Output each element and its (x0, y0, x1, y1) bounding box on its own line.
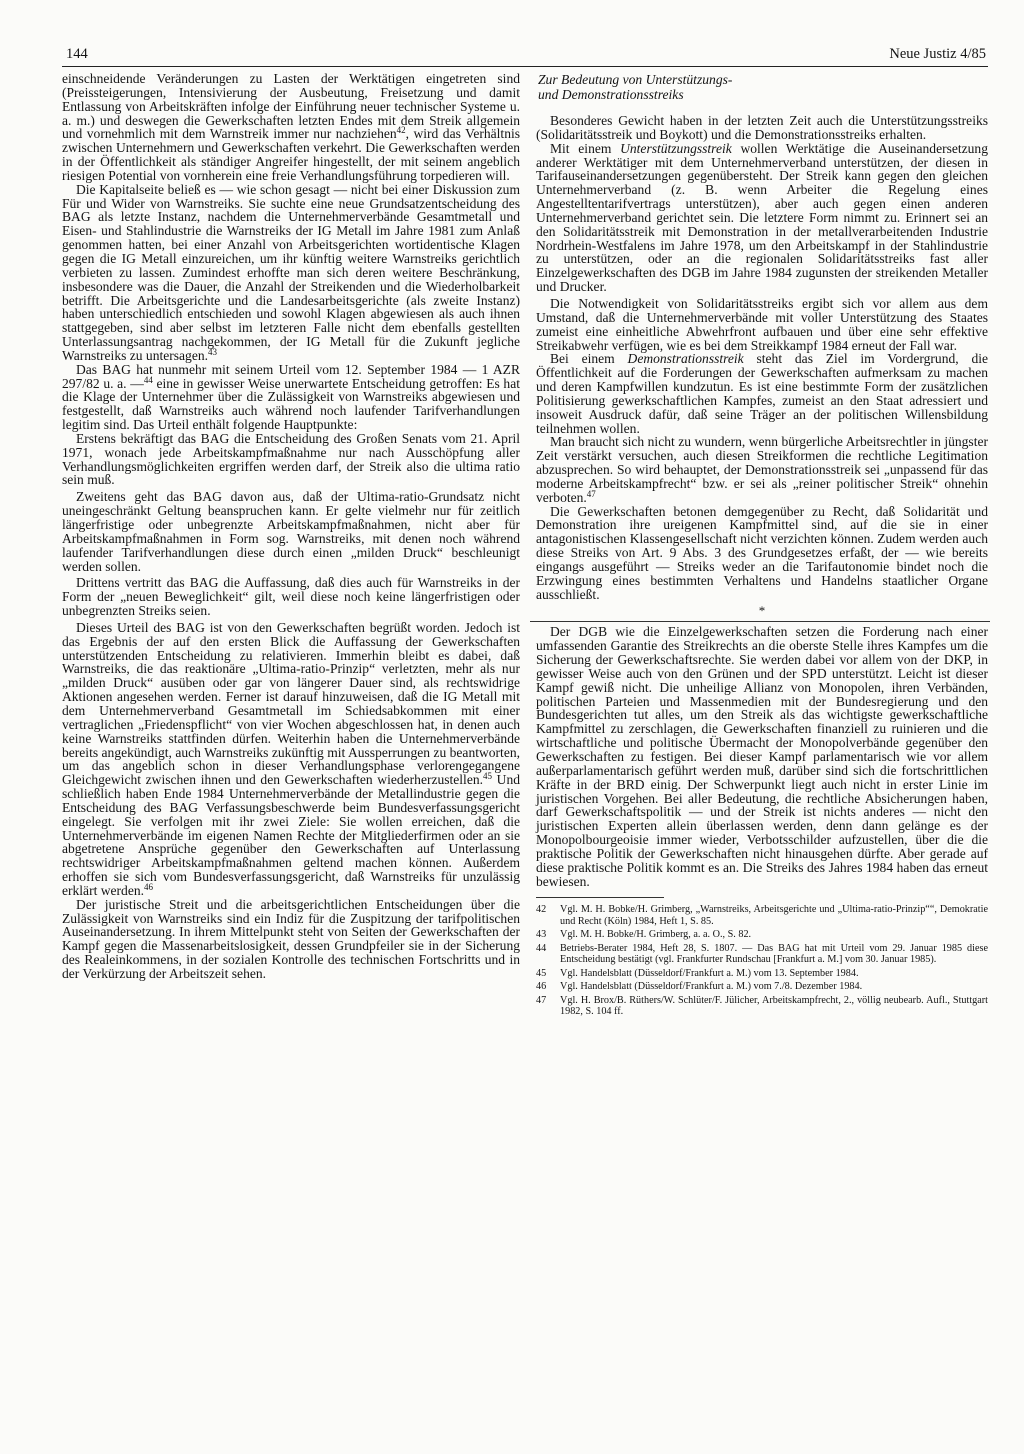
left-column (62, 72, 520, 981)
footnote-ref[interactable]: 45 (483, 771, 492, 782)
footnote: 43 Vgl. M. H. Bobke/H. Grimberg, a. a. O., S. 82. (536, 929, 752, 941)
section-heading: Zur Bedeutung von Unterstützungs- und Demonstrationsstreiks (538, 72, 733, 102)
footnote-ref[interactable]: 47 (586, 488, 596, 499)
paragraph: Bei einem Demonstrationsstreik steht das Ziel im Vordergrund, die Öffentlichkeit auf die Forderungen der Gewerkschaften aufmerksam zu machen und deren Kampfwillen kundzutun. Es ist eine bestimmte Form der zusätzlichen Politisierung gewerkschaftlichen Kampfes, zumeist an den Staat adressiert und insoweit Ausdruck dafür, daß seine Träger an der politischen Willensbildung teilnehmen wollen. (536, 351, 988, 436)
footnote: 47 Vgl. H. Brox/B. Rüthers/W. Schlüter/F. Jülicher, Arbeitskampfrecht, 2., völlig neubearb. Aufl., Stuttgart 1982, S. 104 ff. (536, 994, 988, 1018)
paragraph: Man braucht sich nicht zu wundern, wenn bürgerliche Arbeitsrechtler in jüngster Zeit verstärkt versuchen, auch diesen Streikformen die rechtliche Legitimation abzusprechen. So wird behauptet, der Demonstrationsstreik sei „unpassend für das moderne Arbeitskampfrecht“ bzw. er sei als „reiner politischer Streik“ ohnehin verboten.$^{47}$ (536, 434, 988, 505)
footnote-ref[interactable]: 44 (143, 374, 153, 385)
footnote-ref[interactable]: 46 (144, 881, 153, 892)
paragraph: Dieses Urteil des BAG ist von den Gewerkschaften begrüßt worden. Jedoch ist das Ergebnis der auf den ersten Blick die Auffassung der Gewerkschaften unterstützenden Entscheidung zu relativieren. Immerhin bleibt es dabei, daß Warnstreiks, die das reaktionäre „Ultima-ratio-Prinzip“ verletzten, mehr als nur „milden Druck“ ausüben oder gar von längerer Dauer sind, als rechtswidrige Aktionen angesehen werden. Ferner ist darauf hinzuweisen, daß die IG Metall mit dem Unternehmerverband Gesamtmetall im Schiedsabkommen mit einer vertraglichen „Friedenspflicht“ von vier Wochen abgeschlossen hat, in denen auch keine Warnstreiks stattfinden dürfen. Weiterhin haben die Unternehmerverbände bereits angekündigt, auch Warnstreiks zukünftig mit Aussperrungen zu beantworten, um das angeblich schon in dieser Verhandlungsphase verlorengegangene Gleichgewicht zwischen ihnen und den Gewerkschaften wiederherzustellen.$^{45}$ Und schließlich haben Ende 1984 Unternehmerverbände der Metallindustrie gegen die Entscheidung des BAG Verfassungsbeschwerde beim Bundesverfassungsgericht eingelegt. Sie verfolgen mit ihr zwei Ziele: Sie wollen erreichen, daß die Unternehmerverbände im eigenen Namen Rechte der Mitgliederfirmen oder an sie abgetretene Ansprüche gegenüber den Gewerkschaften auf Unterlassung rechtswidriger Arbeitskampfmaßnahmen geltend machen können. Außerdem erhoffen sie sich vom Bundesverfassungsgericht, daß Warnstreiks für unzulässig erklärt werden.$^{46}$ (62, 619, 520, 898)
paragraph: Zweitens geht das BAG davon aus, daß der Ultima-ratio-Grundsatz nicht uneingeschränkt Geltung beanspruchen kann. Er gelte vielmehr nur für zeitlich längerfristige oder unbegrenzte Arbeitskampfmaßnahmen, nicht aber für Arbeitskampfmaßnahmen in Form sog. Warnstreiks, mit denen noch während laufender Tarifverhandlungen diese durch einen „milden Druck“ beschleunigt werden sollen. (62, 489, 520, 574)
paragraph: Die Gewerkschaften betonen demgegenüber zu Recht, daß Solidarität und Demonstration ihre ureigenen Kampfmittel sind, auf die sie in einer antagonistischen Klassengesellschaft nicht verzichten können. Zudem werden auch diese Streiks von Art. 9 Abs. 3 des Grundgesetzes erfaßt, der — wie bereits eingangs ausgeführt — Streiks weder an die Tarifautonomie bindet noch die Erzwingung eines bestimmten Verhaltens und Handelns staatlicher Organe ausschließt. (536, 503, 988, 602)
divider (530, 621, 990, 622)
footnote: 46 Vgl. Handelsblatt (Düsseldorf/Frankfurt a. M.) vom 7./8. Dezember 1984. (536, 981, 863, 993)
paragraph: Drittens vertritt das BAG die Auffassung, daß dies auch für Warnstreiks in der Form der „neuen Beweglichkeit“ gilt, weil diese noch keine längerfristigen oder unbegrenzten Streiks seien. (62, 575, 520, 619)
paragraph: Die Kapitalseite beließ es — wie schon gesagt — nicht bei einer Diskussion zum Für und Wider von Warnstreiks. Sie suchte eine neue Grundsatzentscheidung des BAG als letzte Instanz, nachdem die Unternehmerverbände Gesamtmetall und Eisen- und Stahlindustrie die Warnstreiks der IG Metall im Jahre 1981 zum Anlaß genommen hatten, bei einer Anzahl von Arbeitsgerichten wortidentische Klagen gegen die IG Metall einzureichen, um ihr künftig weitere Warnstreiks gerichtlich verbieten zu lassen. Zumindest erhoffte man sich deren weitere Beschränkung, insbesondere was die Dauer, die Anzahl der Streikenden und die Wiederholbarkeit betrifft. Die Arbeitsgerichte und die Landesarbeitsgerichte (als zweite Instanz) haben unterschiedlich entschieden und sowohl Klagen abgewiesen als auch ihnen stattgegeben, sind aber selbst im letzteren Falle nicht dem ebenfalls gestellten Unterlassungsantrag nachgekommen, der IG Metall für die Zukunft jegliche Warnstreiks zu untersagen.$^{43}$ (62, 181, 520, 363)
footnote-ref[interactable]: 43 (208, 346, 217, 357)
paragraph: Erstens bekräftigt das BAG die Entscheidung des Großen Senats vom 21. April 1971, wonach jede Arbeitskampfmaßnahme nur nach Ausschöpfung aller Verhandlungsmöglichkeiten ergriffen werden darf, der Streik also die ultima ratio sein muß. (62, 430, 520, 488)
paragraph: einschneidende Veränderungen zu Lasten der Werktätigen eingetreten sind (Preissteigerungen, Intensivierung der Ausbeutung, Freisetzung und damit Entlassung von Arbeitskräften infolge der Einführung neuer technischer Systeme u. a. m.) und deswegen die Gewerkschaften letzten Endes mit dem Streik allgemein und vornehmlich mit dem Warnstreik immer nur nachziehen$^{42}$, wird das Verhältnis zwischen Unternehmern und Gewerkschaften verkehrt. Die Gewerkschaften werden in der Öffentlichkeit als ständiger Angreifer hingestellt, der mit seinem angeblich riesigen Potential von vornherein eine freie Verhandlungsführung torpedieren will. (62, 71, 520, 183)
paragraph: Mit einem Unterstützungsstreik wollen Werktätige die Auseinandersetzung anderer Werktätiger mit dem Unternehmerverband unterstützen, der diesen in Tarifauseinandersetzungen gegenübersteht. Der Streik kann gegen den gleichen Unternehmerverband (z. B. wenn Arbeiter die Regelung eines Angestelltentarifvertrags unterstützen), aber auch gegen einen anderen Unternehmerverband gerichtet sein. Die letztere Form nimmt zu. Erinnert sei an den Solidaritätsstreik mit Demonstration in der metallverarbeitenden Industrie Nordrhein-Westfalens im Jahre 1978, um den Arbeitskampf in der Stahlindustrie zu unterstützen, oder an die regionalen Solidaritätsstreiks fast aller Einzelgewerkschaften des DGB im Jahre 1984 zugunsten der streikenden Metaller und Drucker. (536, 140, 988, 295)
paragraph: Der juristische Streit und die arbeitsgerichtlichen Entscheidungen über die Zulässigkeit von Warnstreiks sind ein Indiz für die Zuspitzung der tarifpolitischen Auseinandersetzung. In ihrem Mittelpunkt steht von Seiten der Gewerkschaften der Kampf gegen die Massenarbeitslosigkeit, dessen Grundpfeiler sie in der Sicherung des Realeinkommens, in der sozialen Kontrolle des technischen Fortschritts und in der Verkürzung der Arbeitszeit sehen. (62, 896, 520, 981)
emphasis-term: Demonstrationsstreik (627, 351, 744, 367)
paragraph: Besonderes Gewicht haben in der letzten Zeit auch die Unterstützungsstreiks (Solidaritätsstreik und Boykott) und die Demonstrationsstreiks erhalten. (536, 113, 988, 142)
footnotes (536, 904, 988, 1018)
section-separator: * (758, 602, 766, 618)
footnote: 44 Betriebs-Berater 1984, Heft 28, S. 1807. — Das BAG hat mit Urteil vom 29. Januar 1985 diese Entscheidung bestätigt (vgl. Frankfurter Rundschau [Frankfurt a. M.] vom 30. Januar 1985). (536, 942, 988, 966)
journal-issue: Neue Justiz 4/85 (889, 46, 986, 62)
emphasis-term: Unterstützungsstreik (620, 140, 732, 156)
paragraph: Die Notwendigkeit von Solidaritätsstreiks ergibt sich vor allem aus dem Umstand, daß die Unternehmerverbände mit voller Unterstützung des Staates zumeist eine einheitliche Abwehrfront aufbauen und über eine sehr effektive Streikabwehr verfügen, wie es bei dem Streikkampf 1984 erneut der Fall war. (536, 295, 988, 353)
page-number: 144 (66, 46, 88, 62)
paragraph: Der DGB wie die Einzelgewerkschaften setzen die Forderung nach einer umfassenden Garantie des Streikrechts an die oberste Stelle ihres Kampfes um die Sicherung der Gewerkschaftsrechte. Sie werden dabei vor allem von der DKP, in gewisser Weise auch von den Grünen und der SPD unterstützt. Leicht ist dieser Kampf gewiß nicht. Die unheilige Allianz von Monopolen, ihren Verbänden, politischen Parteien und Massenmedien mit der Bundesregierung und den Bundesgerichten tut alles, um den Streik als das wichtigste gewerkschaftliche Kampfmittel zu zerschlagen, die Gewerkschaften finanziell zu ruinieren und die wirtschaftliche und politische Übermacht der Monopolverbände gegenüber den Gewerkschaften zu festigen. Bei dieser Kampf parlamentarisch wie vor allem außerparlamentarisch geführt werden muß, darüber sind sich die fortschrittlichen Kräfte in der BRD einig. Der Schwerpunkt liegt auch nicht in erster Linie im juristischen Vorgehen. Bei aller Bedeutung, die rechtliche Absicherungen haben, darf Gewerkschaftspolitik — und der Streik ist nichts anderes — nicht den juristischen Experten allein überlassen werden, denn dann gelänge es der Monopolbourgeoisie immer wieder, Verbotsschilder aufzustellen, über die die praktische Politik der Gewerkschaften nicht hinausgehen dürfte. Aber gerade auf diese praktische Politik kommt es an. Die Streiks des Jahres 1984 haben das erneut bewiesen. (536, 624, 988, 889)
right-column (536, 72, 988, 1020)
footnote-ref[interactable]: 42 (396, 125, 406, 136)
footnote: 45 Vgl. Handelsblatt (Düsseldorf/Frankfurt a. M.) vom 13. September 1984. (536, 967, 859, 979)
header-rule (62, 66, 988, 67)
paragraph: Das BAG hat nunmehr mit seinem Urteil vom 12. September 1984 — 1 AZR 297/82 u. a. —$^{44}$ eine in gewisser Weise unerwartete Entscheidung getroffen: Es hat die Klage der Unternehmer über die Zulässigkeit von Warnstreiks abgewiesen und festgestellt, daß Warnstreiks auch während noch laufender Tarifverhandlungen legitim sind. Das Urteil enthält folgende Hauptpunkte: (62, 361, 520, 433)
footnote: 42 Vgl. M. H. Bobke/H. Grimberg, „Warnstreiks, Arbeitsgerichte und „Ultima-ratio-Prinzip““, Demokratie und Recht (Köln) 1984, Heft 1, S. 85. (536, 904, 988, 927)
footnote-rule (536, 897, 664, 898)
